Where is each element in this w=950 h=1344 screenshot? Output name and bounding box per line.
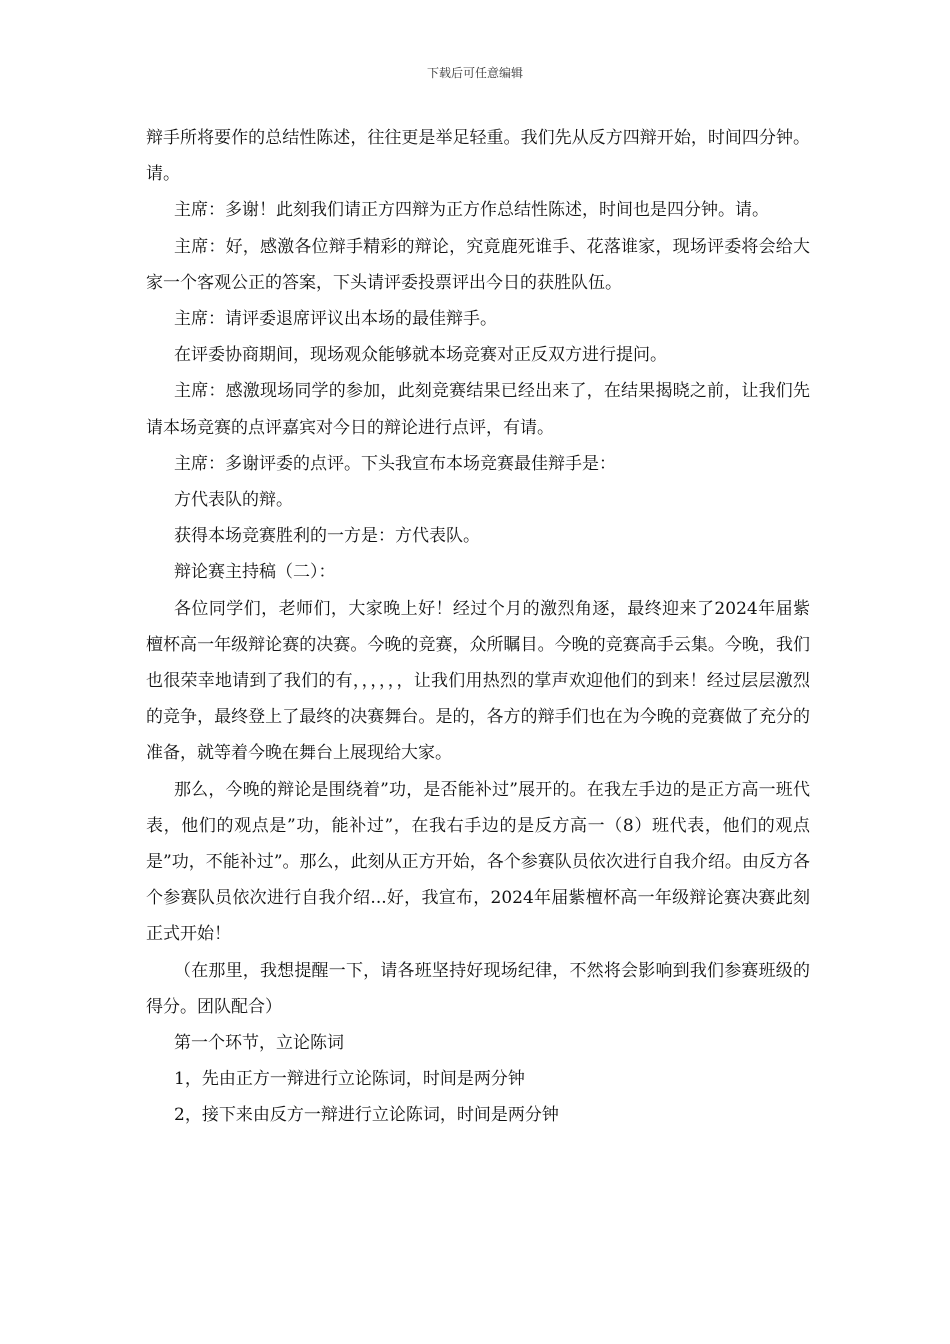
list-item: 2，接下来由反方一辩进行立论陈词，时间是两分钟: [174, 1105, 559, 1126]
paragraph: 主席：请评委退席评议出本场的最佳辩手。: [174, 309, 497, 330]
paragraph: 主席：多谢评委的点评。下头我宣布本场竞赛最佳辩手是：: [174, 453, 616, 474]
paragraph: 辩手所将要作的总结性陈述，往往更是举足轻重。我们先从反方四辩开始，时间四分钟。请。: [146, 128, 810, 185]
paragraph: 在评委协商期间，现场观众能够就本场竞赛对正反双方进行提问。: [174, 345, 667, 366]
paragraph: 获得本场竞赛胜利的一方是：方代表队。: [174, 526, 480, 547]
paragraph: （在那里，我想提醒一下，请各班坚持好现场纪律，不然将会影响到我们参赛班级的得分。团队配合）: [146, 960, 810, 1017]
paragraph: 方代表队的辩。: [174, 490, 293, 511]
paragraph: 第一个环节，立论陈词: [174, 1033, 344, 1054]
list-item: 1，先由正方一辩进行立论陈词，时间是两分钟: [174, 1069, 525, 1090]
document-body: [146, 120, 810, 1134]
paragraph: 各位同学们，老师们，大家晚上好！经过个月的激烈角逐，最终迎来了2024年届紫檀杯高一年级辩论赛的决赛。今晚的竞赛，众所瞩目。今晚的竞赛高手云集。今晚，我们也很荣幸地请到了我们的有，，，，，，让我们用热烈的掌声欢迎他们的到来！经过层层激烈的竞争，最终登上了最终的决赛舞台。是的，各方的辩手们也在为今晚的竞赛做了充分的准备，就等着今晚在舞台上展现给大家。: [146, 598, 810, 764]
page-header: 下载后可任意编辑: [426, 66, 523, 80]
paragraph: 主席：感激现场同学的参加，此刻竞赛结果已经出来了，在结果揭晓之前，让我们先请本场竞赛的点评嘉宾对今日的辩论进行点评，有请。: [146, 381, 810, 438]
paragraph: 主席：多谢！此刻我们请正方四辩为正方作总结性陈述，时间也是四分钟。请。: [174, 200, 769, 221]
paragraph: 那么，今晚的辩论是围绕着”功，是否能补过”展开的。在我左手边的是正方高一班代表，他们的观点是”功，能补过”，在我右手边的是反方高一（8）班代表，他们的观点是”功，不能补过”。那么，此刻从正方开始，各个参赛队员依次进行自我介绍。由反方各个参赛队员依次进行自我介绍...好，我宣布，2024年届紫檀杯高一年级辩论赛决赛此刻正式开始！: [146, 779, 810, 945]
section-heading: 辩论赛主持稿（二）：: [174, 562, 336, 583]
paragraph: 主席：好，感激各位辩手精彩的辩论，究竟鹿死谁手、花落谁家，现场评委将会给大家一个客观公正的答案，下头请评委投票评出今日的获胜队伍。: [146, 236, 810, 293]
